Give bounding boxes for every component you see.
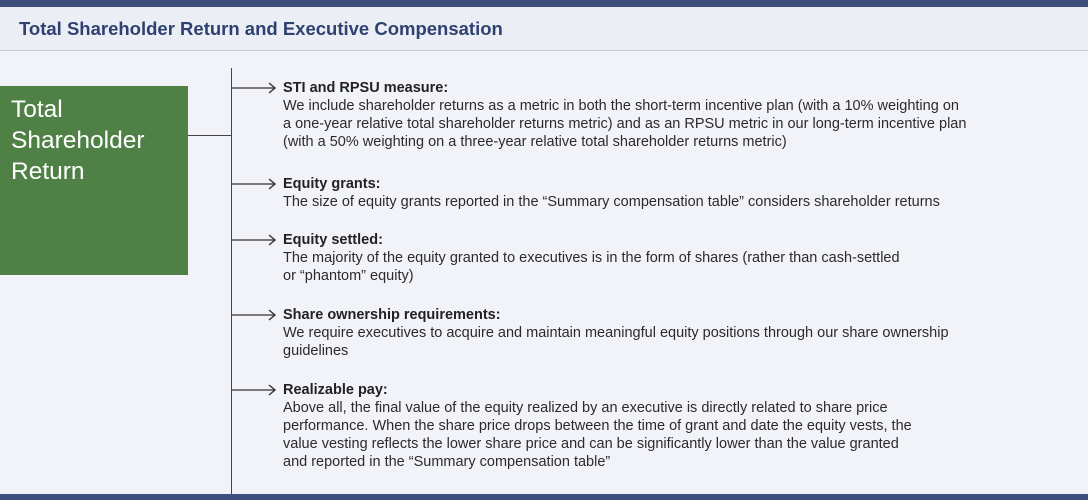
- body-line: performance. When the share price drops between the time of grant and date the equity vests, the: [283, 418, 912, 434]
- item-body: [283, 249, 1063, 285]
- item-body: [283, 399, 1063, 471]
- arrow-icon: [232, 308, 278, 322]
- body-line: We include shareholder returns as a metric in both the short-term incentive plan (with a 10% weighting on: [283, 98, 959, 114]
- top-rule: [0, 0, 1088, 7]
- item-body: [283, 97, 1063, 151]
- body-line: or “phantom” equity): [283, 268, 414, 284]
- body-line: The majority of the equity granted to executives is in the form of shares (rather than cash-settled: [283, 250, 900, 266]
- arrow-icon: [232, 177, 278, 191]
- item-body: [283, 324, 1063, 360]
- header-band: [0, 7, 1088, 51]
- item-title: Share ownership requirements:: [283, 307, 501, 323]
- body-line: We require executives to acquire and maintain meaningful equity positions through our share ownership: [283, 325, 949, 341]
- item-title: Equity settled:: [283, 232, 383, 248]
- body-line: value vesting reflects the lower share price and can be significantly lower than the value granted: [283, 436, 899, 452]
- arrow-icon: [232, 233, 278, 247]
- body-line: (with a 50% weighting on a three-year relative total shareholder returns metric): [283, 134, 787, 150]
- main-box-title: Total Shareholder Return: [11, 96, 145, 185]
- arrow-icon: [232, 383, 278, 397]
- item-title: Realizable pay:: [283, 382, 388, 398]
- body-line: Above all, the final value of the equity realized by an executive is directly related to share price: [283, 400, 888, 416]
- body-line: a one-year relative total shareholder returns metric) and as an RPSU metric in our long-term incentive plan: [283, 116, 967, 132]
- connector-horizontal: [188, 135, 231, 136]
- body-line: and reported in the “Summary compensation table”: [283, 454, 611, 470]
- item-title: STI and RPSU measure:: [283, 80, 449, 96]
- bottom-rule: [0, 494, 1088, 500]
- total-shareholder-return-box: [0, 86, 188, 275]
- arrow-icon: [232, 81, 278, 95]
- body-line: The size of equity grants reported in the “Summary compensation table” considers shareholder returns: [283, 194, 940, 210]
- item-title: Equity grants:: [283, 176, 381, 192]
- page-title: Total Shareholder Return and Executive Compensation: [19, 18, 503, 39]
- item-body: [283, 193, 1063, 211]
- body-line: guidelines: [283, 343, 349, 359]
- connector-vertical: [231, 68, 232, 494]
